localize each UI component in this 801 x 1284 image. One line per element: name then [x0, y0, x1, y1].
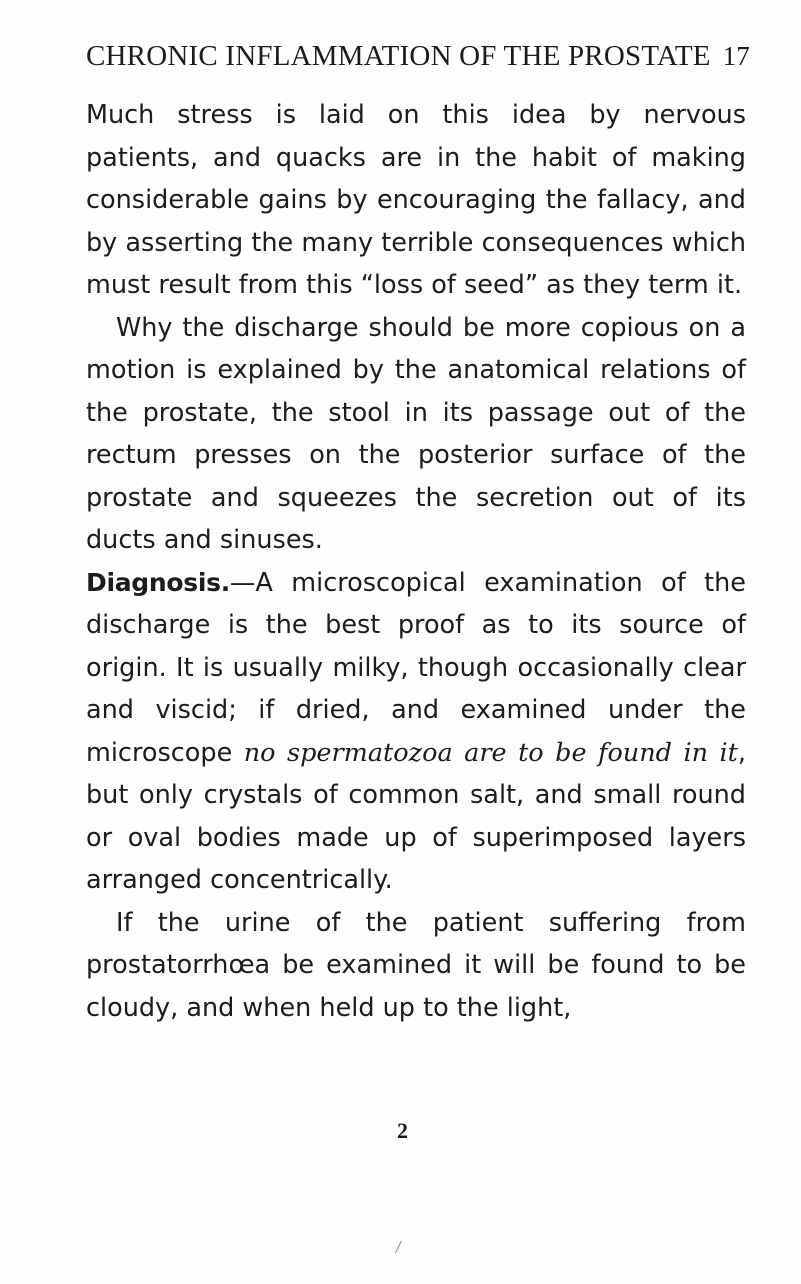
page-number: 17 [722, 41, 750, 71]
signature-mark: 2 [397, 1118, 408, 1143]
diagnosis-italic: no spermatozoa are to be found in it [243, 737, 738, 768]
book-page [86, 40, 750, 1029]
diagnosis-heading: Diagnosis. [86, 567, 230, 597]
body-text [86, 94, 746, 1029]
diagnosis-text-2: , but only crystals of common salt, and small round or oval bodies made up of superimposed layers arranged concentrically. [86, 737, 747, 895]
running-head [86, 40, 750, 88]
paragraph-2: Why the discharge should be more copious on a motion is explained by the anatomical relations of the prostate, the stool in its passage out of the rectum presses on the posterior surface of the prostate and squeezes the secretion out of its ducts and sinuses. [86, 312, 746, 555]
diagnosis-text-1: —A microscopical examination of the discharge is the best proof as to its source of origin. It is usually milky, though occasionally clear and viscid; if dried, and examined under the microscope [86, 567, 746, 768]
paragraph-1: Much stress is laid on this idea by nervous patients, and quacks are in the habit of making considerable gains by encouraging the fallacy, and by asserting the many terrible consequences which must result from this “loss of seed” as they term it. [86, 100, 746, 300]
stray-pen-mark [395, 1240, 402, 1253]
running-head-title: CHRONIC INFLAMMATION OF THE PROSTATE [86, 40, 711, 72]
paragraph-diagnosis [86, 562, 746, 902]
paragraph-4: If the urine of the patient suffering from prostatorrhœa be examined it will be found to be cloudy, and when held up to the light, [86, 907, 746, 1023]
